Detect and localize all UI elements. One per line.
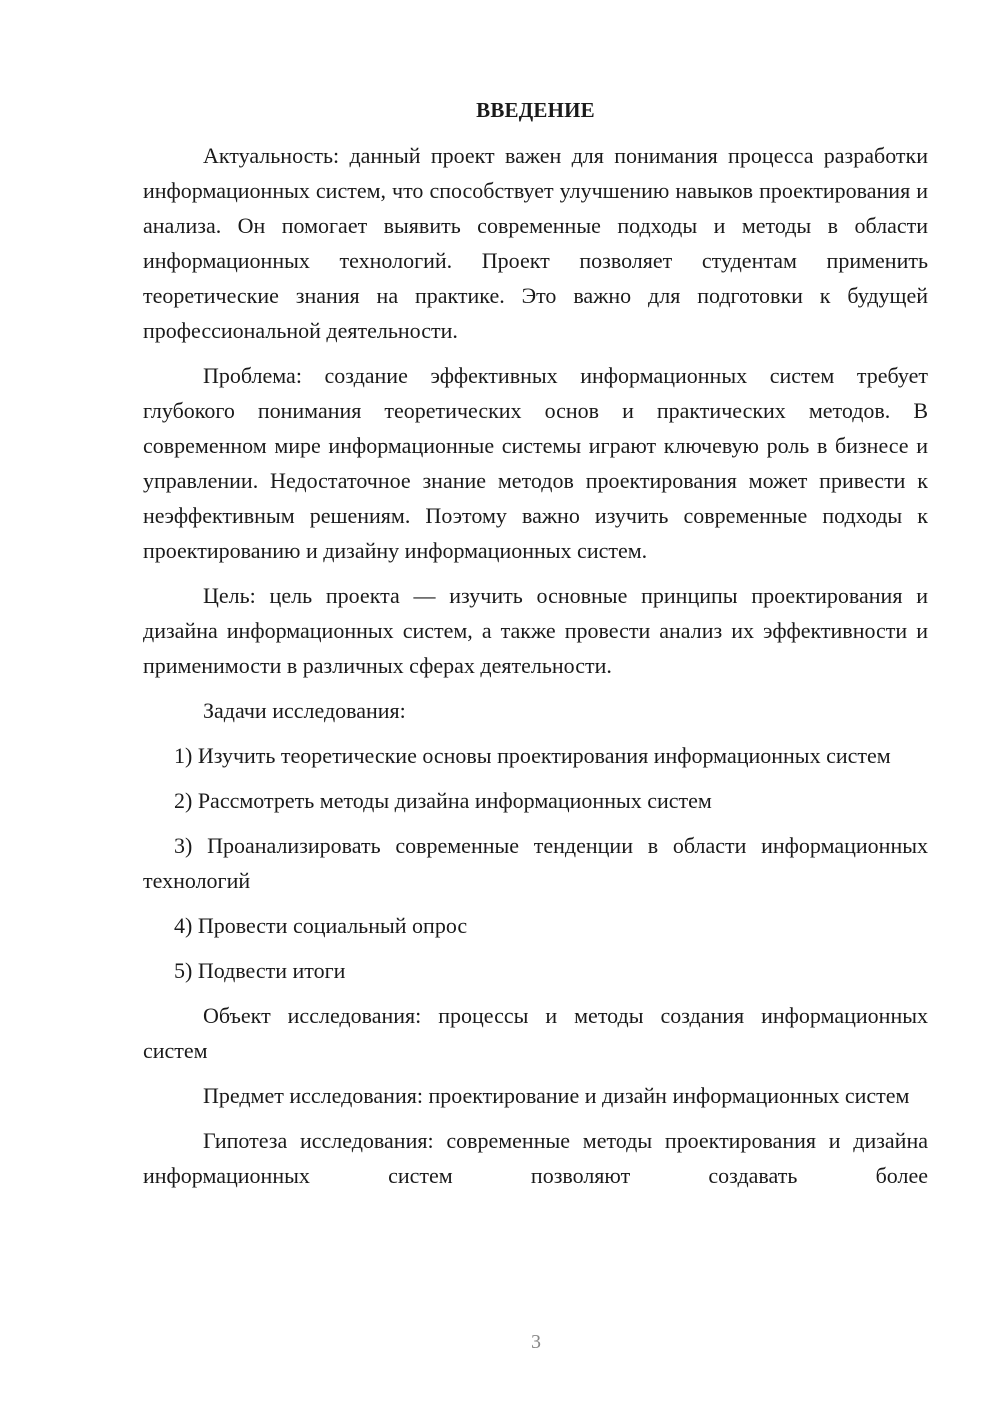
- task-item-4: 4) Провести социальный опрос: [174, 913, 468, 938]
- hypothesis-paragraph: Гипотеза исследования: современные методы проектирования и дизайна информационных систем позволяют создавать более: [143, 1128, 928, 1188]
- task-item-2: 2) Рассмотреть методы дизайна информационных систем: [174, 788, 712, 813]
- page-content: [143, 94, 928, 1203]
- research-subject-paragraph: Предмет исследования: проектирование и дизайн информационных систем: [203, 1083, 910, 1108]
- task-item-3: 3) Проанализировать современные тенденции в области информационных технологий: [143, 833, 928, 893]
- goal-paragraph: Цель: цель проекта — изучить основные принципы проектирования и дизайна информационных систем, а также провести анализ их эффективности и применимости в различных сферах деятельности.: [143, 583, 928, 678]
- section-heading: ВВЕДЕНИЕ: [476, 98, 595, 122]
- relevance-paragraph: Актуальность: данный проект важен для понимания процесса разработки информационных систем, что способствует улучшению навыков проектирования и анализа. Он помогает выявить современные подходы и методы в области информационных технологий. Проект позволяет студентам применить теоретические знания на практике. Это важно для подготовки к будущей профессиональной деятельности.: [143, 143, 928, 343]
- page-number: 3: [531, 1331, 541, 1353]
- problem-paragraph: Проблема: создание эффективных информационных систем требует глубокого понимания теоретических основ и практических методов. В современном мире информационные системы играют ключевую роль в бизнесе и управлении. Недостаточное знание методов проектирования может привести к неэффективным решениям. Поэтому важно изучить современные подходы к проектированию и дизайну информационных систем.: [143, 363, 928, 563]
- task-item-1: 1) Изучить теоретические основы проектирования информационных систем: [174, 743, 891, 768]
- task-item-5: 5) Подвести итоги: [174, 958, 346, 983]
- research-object-paragraph: Объект исследования: процессы и методы создания информационных систем: [143, 1003, 928, 1063]
- tasks-title: Задачи исследования:: [203, 698, 406, 723]
